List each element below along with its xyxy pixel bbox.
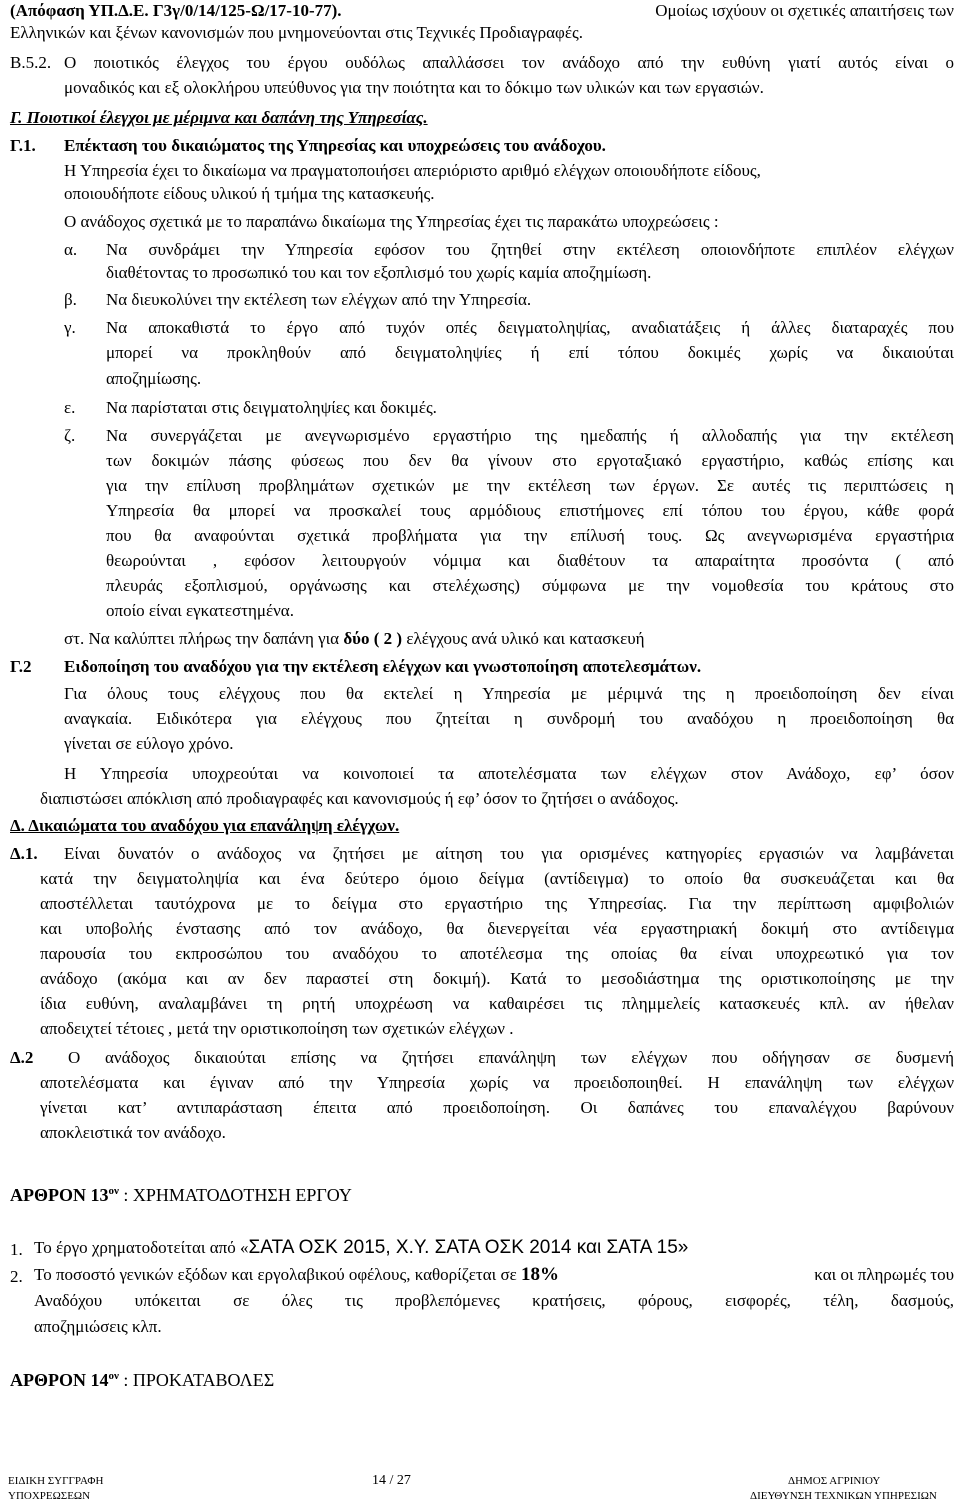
text-line: πλευράς εξοπλισμού, οργάνωσης και στελέχωσης) σύμφωνα με την νομοθεσία του κράτους στο [106,576,954,595]
text-line: και υποβολής ένστασης από τον ανάδοχο, θα διενεργείται νέα εργαστηριακή δοκιμή στο αντίδειγμα [40,919,954,938]
list-marker: β. [64,290,77,309]
text-line: οποιουδήποτε είδους υλικού ή τμήμα της κατασκευής. [64,184,435,203]
text-line: Αναδόχου υπόκειται σε όλες τις προβλεπόμενες κρατήσεις, φόρους, εισφορές, τέλη, δασμούς, [34,1291,954,1310]
list-marker: γ. [64,318,76,337]
text-line: ανάδοχο (ακόμα και αν δεν παραστεί στη δοκιμή). Κατά το μεσοδιάστημα της οριστικοποίησης με την [40,969,954,988]
text-line: αναγκαία. Ειδικότερα για ελέγχους που ζητείται η συνδρομή του αναδόχου η προειδοποίηση θα [64,709,954,728]
percentage-value: 18% [521,1264,560,1285]
text-line: που θα αναφούνται σχετικά προβλήματα για την επίλυσή τους. Ως ανεγνωρισμένα εργαστήρια [106,526,954,545]
text-line: αποτελέσματα και έγιναν από την Υπηρεσία χωρίς να προειδοποιηθεί. Η επανάληψη των ελέγχων [40,1073,954,1092]
list-marker: ε. [64,398,76,417]
footer-left-top: ΕΙΔΙΚΗ ΣΥΓΓΡΑΦΗ [8,1475,104,1487]
funding-sources: ΣΑΤΑ ΟΣΚ 2015, Χ.Υ. ΣΑΤΑ ΟΣΚ 2014 και ΣΑΤΑ 15» [248,1237,689,1258]
text-line: Να διευκολύνει την εκτέλεση των ελέγχων από την Υπηρεσία. [106,290,532,309]
text-line: των δοκιμών πάσης φύσεως που δεν θα γίνουν στο εργοταξιακό εργαστήριο, καθώς επίσης και [106,451,954,470]
text-line [64,628,645,650]
text-line: Είναι δυνατόν ο ανάδοχος να ζητήσει με αίτηση του για ορισμένες κατηγορίες εργασιών να λαμβάνεται [64,844,954,863]
section-heading-d: Δ. Δικαιώματα του αναδόχου για επανάληψη ελέγχων. [10,816,400,835]
footer-left-bottom: ΥΠΟΧΡΕΩΣΕΩΝ [8,1490,91,1502]
list-marker: α. [64,240,78,259]
decision-reference: (Απόφαση ΥΠ.Δ.Ε. Γ3γ/0/14/125-Ω/17-10-77). [10,1,342,20]
text-line: Να παρίσταται στις δειγματοληψίες και δοκιμές. [106,398,437,417]
text-line: αποκλειστικά τον ανάδοχο. [40,1123,226,1142]
text-span: Το ποσοστό γενικών εξόδων και εργολαβικού οφέλους, καθορίζεται σε [34,1265,517,1284]
section-number: Δ.2 [10,1048,34,1067]
text-line: κατά την δειγματοληψία και ένα δεύτερο όμοιο δείγμα (αντίδειγμα) το οποίο θα συσκευάζεται και θα [40,869,954,888]
text-line: Να αποκαθιστά το έργο από τυχόν οπές δειγματοληψίας, αναδιατάξεις ή άλλες διαταραχές που [106,318,954,337]
text-line: διαθέτοντας το προσωπικό του και τον εξοπλισμό του χωρίς καμία αποζημίωση. [106,263,652,282]
text-line: Ο ποιοτικός έλεγχος του έργου ουδόλως απαλλάσσει τον ανάδοχο από την ευθύνη γιατί αυτός είναι ο [64,53,954,72]
article-14-heading [10,1365,274,1391]
text-line [10,0,954,22]
section-heading-g: Γ. Ποιοτικοί έλεγχοι με μέριμνα και δαπάνη της Υπηρεσίας. [10,108,428,127]
text-line: Η Υπηρεσία υποχρεούται να κοινοποιεί τα αποτελέσματα των ελέγχων στον Ανάδοχο, εφ’ όσον [64,764,954,783]
text-line: Ο ανάδοχος σχετικά με το παραπάνω δικαίωμα της Υπηρεσίας έχει τις παρακάτω υποχρεώσεις : [64,212,719,231]
text-line: Ελληνικών και ξένων κανονισμών που μνημονεύονται στις Τεχνικές Προδιαγραφές. [10,23,583,42]
text-line: Να συνεργάζεται με ανεγνωρισμένο εργαστήριο της ημεδαπής ή αλλοδαπής για την εκτέλεση [106,426,954,445]
article-subject: : ΧΡΗΜΑΤΟΔΟΤΗΣΗ ΕΡΓΟΥ [123,1185,352,1205]
article-ordinal: ον [108,1370,119,1382]
text-line: Να συνδράμει την Υπηρεσία εφόσον του ζητηθεί στην εκτέλεση οποιονδήποτε επιπλέον ελέγχων [106,240,954,259]
text-line: ίδια ευθύνη, αναλαμβάνει τη ρητή υποχρέωση να καθαιρέσει τις πλημμελείς κατασκευές κπλ. αν ήθελαν [40,994,954,1013]
article-ordinal: ον [108,1185,119,1197]
text-line: Ο ανάδοχος δικαιούται επίσης να ζητήσει επανάληψη των ελέγχων που οδήγησαν σε δυσμενή [68,1048,954,1067]
text-span: ελέγχους ανά υλικό και κατασκευή [406,629,645,648]
text-line: γίνεται κατ’ αντιπαράσταση έπειτα από προειδοποίηση. Οι δαπάνες του επαναλέγχου βαρύνουν [40,1098,954,1117]
text-span: στ. Να καλύπτει πλήρως την δαπάνη για [64,629,340,648]
text-line: αποζημιώσεις κλπ. [34,1317,162,1336]
footer-right-bottom: ΔΙΕΥΘΥΝΣΗ ΤΕΧΝΙΚΩΝ ΥΠΗΡΕΣΙΩΝ [750,1490,937,1502]
list-marker: ζ. [64,426,76,445]
article-13-heading [10,1180,352,1206]
list-marker: 1. [10,1240,23,1259]
article-subject: : ΠΡΟΚΑΤΑΒΟΛΕΣ [123,1370,275,1390]
text-line: οποίο είναι εγκατεστημένα. [106,601,294,620]
section-number: Γ.1. [10,136,36,155]
text-line: αποδειχτεί τέτοιες , μετά την οριστικοποίηση των σχετικών ελέγχων . [40,1019,514,1038]
section-heading-g2: Ειδοποίηση του αναδόχου για την εκτέλεση ελέγχων και γνωστοποίηση αποτελεσμάτων. [64,657,702,676]
text-line: παρουσία του εκπροσώπου του αναδόχου το αποτέλεσμα της οποίας θα είναι υποχρεωτικό για τον [40,944,954,963]
funding-line [34,1237,688,1259]
text-line: αποζημίωσης. [106,369,202,388]
text-line: για την επίλυση προβλημάτων σχετικών με την εκτέλεση των έργων. Σε αυτές τις περιπτώσεις η [106,476,954,495]
section-number: Δ.1. [10,844,38,863]
bold-count: δύο ( 2 ) [343,629,403,648]
text-line: Υπηρεσία θα μπορεί να προσκαλεί τους αρμόδιους επιστήμονες επί τόπου του έργου, κάθε φορά [106,501,954,520]
text-span: και οι πληρωμές του [814,1265,954,1284]
text-line: Για όλους τους ελέγχους που θα εκτελεί η Υπηρεσία με μέριμνά της η προειδοποίηση δεν είναι [64,684,954,703]
text-line: μοναδικός και εξ ολοκλήρου υπεύθυνος για την ποιότητα και το δόκιμο των υλικών και των εργασιών. [64,78,764,97]
list-marker: 2. [10,1267,23,1286]
text-line: διαπιστώσει απόκλιση από προδιαγραφές και κανονισμούς ή εφ’ όσον το ζητήσει ο ανάδοχος. [40,789,679,808]
text-span: Ομοίως ισχύουν οι σχετικές απαιτήσεις των [655,1,954,20]
text-line: θεωρούνται , εφόσον λειτουργούν νόμιμα και διαθέτουν τα απαραίτητα προσόντα ( από [106,551,954,570]
footer-right-top: ΔΗΜΟΣ ΑΓΡΙΝΙΟΥ [788,1475,881,1487]
page-number: 14 / 27 [372,1473,411,1488]
text-line: γίνεται σε εύλογο χρόνο. [64,734,234,753]
section-number: Γ.2 [10,657,32,676]
text-span: Το έργο χρηματοδοτείται από « [34,1238,249,1257]
text-line: Η Υπηρεσία έχει το δικαίωμα να πραγματοποιήσει απεριόριστο αριθμό ελέγχων οποιουδήποτε είδους, [64,161,761,180]
text-line: αποστέλλεται ταυτόχρονα με το δείγμα στο εργαστήριο της Υπηρεσίας. Για την περίπτωση αμφιβολιών [40,894,954,913]
text-line: μπορεί να προκληθούν από δειγματοληψίες ή επί τόπου δοκιμές χωρίς να δικαιούται [106,343,954,362]
section-heading-g1: Επέκταση του δικαιώματος της Υπηρεσίας και υποχρεώσεις του ανάδοχου. [64,136,606,155]
text-line [34,1264,954,1286]
article-title: ΑΡΘΡΟΝ 13 [10,1185,109,1205]
section-number: Β.5.2. [10,53,52,72]
article-title: ΑΡΘΡΟΝ 14 [10,1370,109,1390]
